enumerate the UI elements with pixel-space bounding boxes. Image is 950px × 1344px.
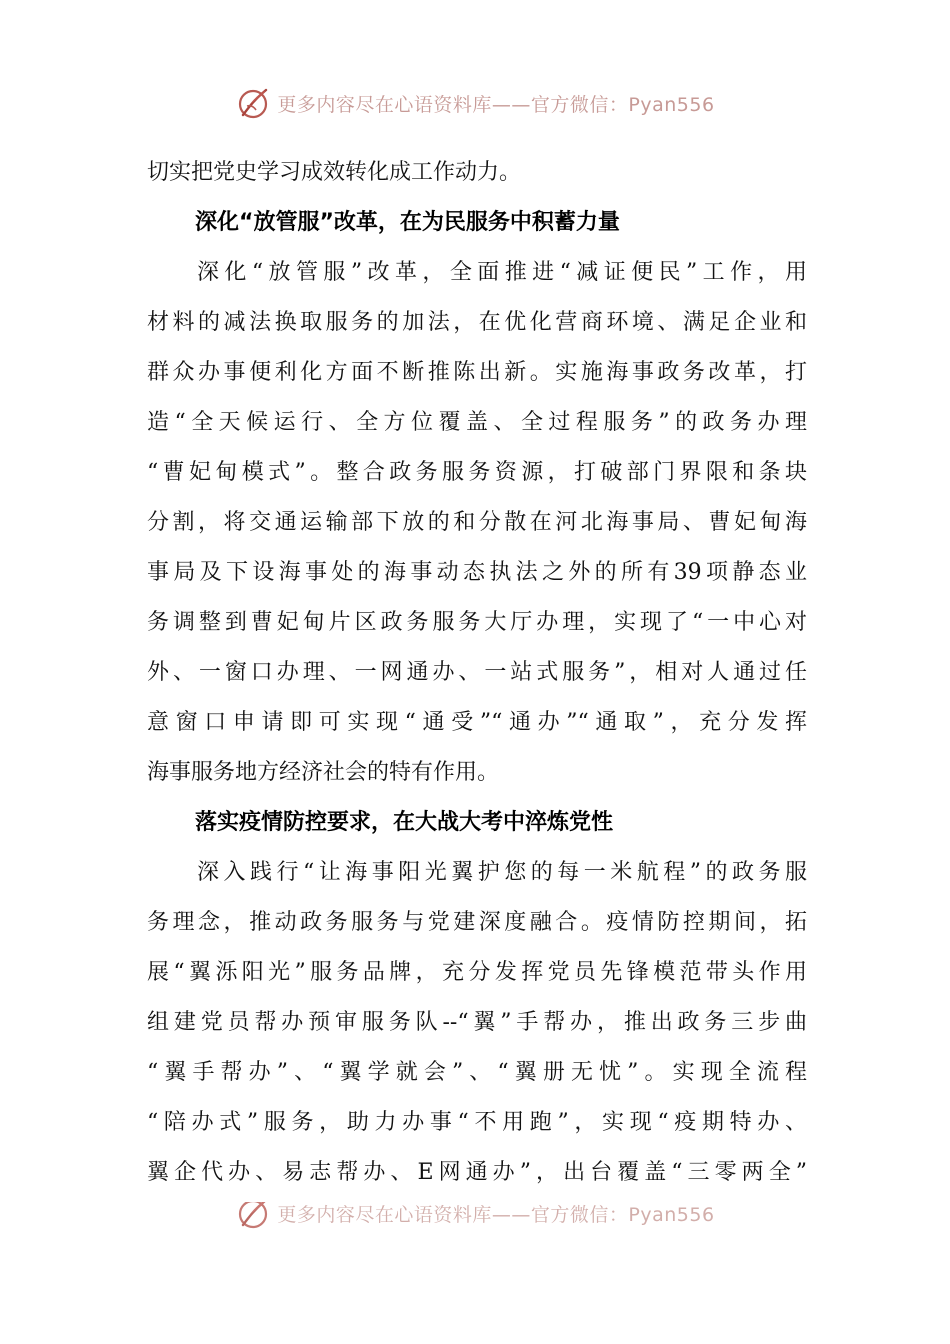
paragraph-line: 群众办事便利化方面不断推陈出新。实施海事政务改革，打: [147, 360, 807, 385]
paragraph-line: “陪办式”服务，助力办事“不用跑”，实现“疫期特办、: [147, 1110, 807, 1135]
paragraph-line: 意窗口申请即可实现“通受”“通办”“通取”，充分发挥: [147, 710, 807, 735]
section1-heading: 深化“放管服”改革，在为民服务中积蓄力量: [195, 210, 620, 235]
footer-watermark-banner: [0, 1202, 950, 1234]
header-watermark-banner: [0, 83, 950, 123]
paragraph-line: 务理念，推动政务服务与党建深度融合。疫情防控期间，拓: [147, 910, 807, 935]
paragraph-line: 外、一窗口办理、一网通办、一站式服务”，相对人通过任: [147, 660, 807, 685]
intro-line: 切实把党史学习成效转化成工作动力。: [147, 160, 522, 185]
paragraph-line: “曹妃甸模式”。整合政务服务资源，打破部门界限和条块: [147, 460, 807, 485]
quill-logo-icon: [235, 1202, 271, 1231]
section2-heading: 落实疫情防控要求，在大战大考中淬炼党性: [195, 810, 614, 835]
quill-logo-icon: [235, 85, 271, 121]
paragraph-line: 分割，将交通运输部下放的和分散在河北海事局、曹妃甸海: [147, 510, 807, 535]
paragraph-line: 事局及下设海事处的海事动态执法之外的所有39项静态业: [147, 560, 807, 585]
paragraph-line: 翼企代办、易志帮办、E网通办”，出台覆盖“三零两全”: [147, 1160, 807, 1185]
paragraph-line: 海事服务地方经济社会的特有作用。: [147, 760, 500, 785]
section2-paragraph: [147, 848, 807, 1198]
header-watermark-text: 更多内容尽在心语资料库——官方微信：Pyan556: [277, 93, 715, 116]
paragraph-line: “翼手帮办”、“翼学就会”、“翼册无忧”。实现全流程: [147, 1060, 807, 1085]
paragraph-line: 展“翼泺阳光”服务品牌，充分发挥党员先锋模范带头作用: [147, 960, 807, 985]
section1-paragraph: [147, 248, 807, 798]
paragraph-line: 务调整到曹妃甸片区政务服务大厅办理，实现了“一中心对: [147, 610, 807, 635]
paragraph-line: 造“全天候运行、全方位覆盖、全过程服务”的政务办理: [147, 410, 807, 435]
paragraph-line: 组建党员帮办预审服务队--“翼”手帮办，推出政务三步曲: [147, 1010, 807, 1035]
document-body: [147, 148, 807, 1198]
paragraph-line: 材料的减法换取服务的加法，在优化营商环境、满足企业和: [147, 310, 807, 335]
footer-watermark-text: 更多内容尽在心语资料库——官方微信：Pyan556: [277, 1203, 715, 1226]
paragraph-line: 深化“放管服”改革，全面推进“减证便民”工作，用: [197, 260, 807, 285]
paragraph-line: 深入践行“让海事阳光翼护您的每一米航程”的政务服: [197, 860, 807, 885]
